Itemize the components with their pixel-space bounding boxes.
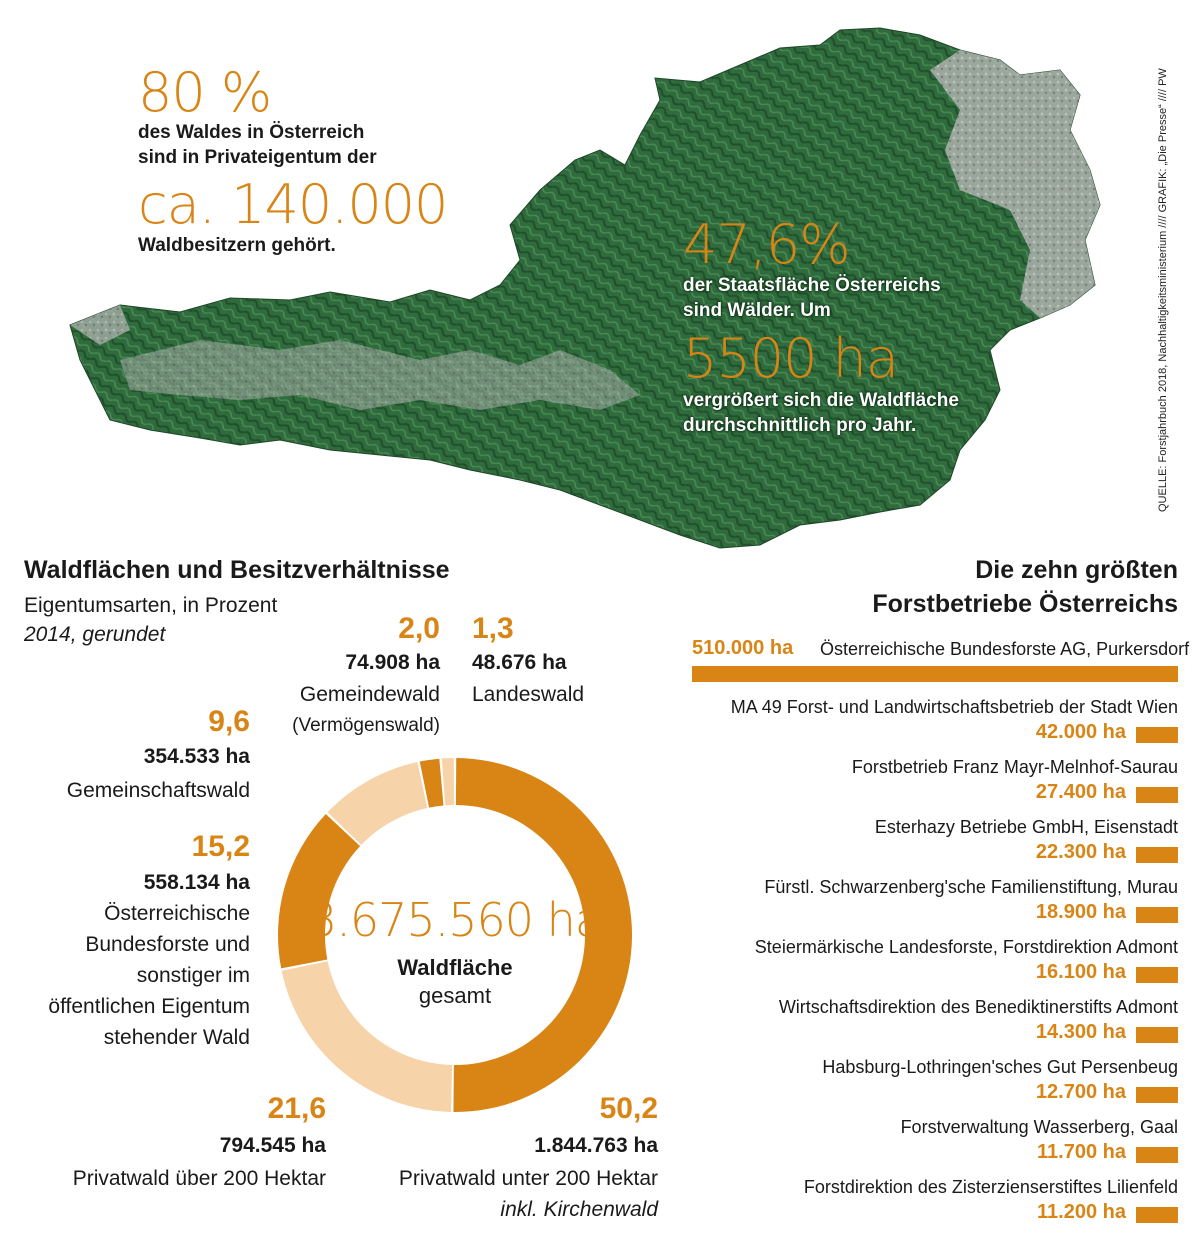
slice-label-bundesforste-3: sonstiger im — [136, 964, 250, 987]
total-area-value: 3.675.560 ha — [307, 893, 603, 947]
slice-label-bundesforste-5: stehender Wald — [103, 1026, 250, 1049]
intro-line-2: sind in Privateigentum der — [138, 147, 377, 168]
slice-pct-landeswald: 1,3 — [472, 612, 514, 645]
private-share-value: 80 % — [138, 61, 272, 124]
firm-name-6: Steiermärkische Landesforste, Forstdirektion Admont — [754, 937, 1178, 957]
firm-bar-1 — [692, 666, 1178, 682]
ownership-note: 2014, gerundet — [24, 623, 166, 646]
slice-ha-landeswald: 48.676 ha — [472, 651, 567, 674]
growth-value: 5500 ha — [683, 327, 898, 390]
firm-area-8: 12.700 ha — [1035, 1081, 1126, 1103]
slice-label-landeswald: Landeswald — [472, 683, 585, 706]
map-line-3: vergrößert sich die Waldfläche — [683, 390, 959, 411]
ownership-subtitle: Eigentumsarten, in Prozent — [24, 594, 278, 617]
firm-name-1: Österreichische Bundesforste AG, Purkersdorf — [820, 639, 1190, 659]
firm-name-3: Forstbetrieb Franz Mayr-Melnhof-Saurau — [851, 757, 1178, 777]
firm-bar-7 — [1136, 1027, 1178, 1043]
top-ten-title-2: Forstbetriebe Österreichs — [872, 590, 1178, 618]
slice-ha-privat-klein: 1.844.763 ha — [534, 1134, 658, 1157]
firm-area-2: 42.000 ha — [1035, 721, 1126, 743]
forest-share-value: 47,6% — [683, 213, 850, 276]
firm-name-9: Forstverwaltung Wasserberg, Gaal — [900, 1117, 1178, 1137]
firm-bar-9 — [1136, 1147, 1178, 1163]
firm-bar-2 — [1136, 727, 1178, 743]
firm-area-1: 510.000 ha — [692, 637, 794, 659]
slice-ha-privat-gross: 794.545 ha — [219, 1134, 326, 1157]
slice-ha-bundesforste: 558.134 ha — [143, 871, 250, 894]
firm-name-5: Fürstl. Schwarzenberg'sche Familienstiftung, Murau — [764, 877, 1178, 897]
slice-label-bundesforste-2: Bundesforste und — [85, 933, 250, 956]
firm-area-7: 14.300 ha — [1035, 1021, 1126, 1043]
owner-count-value: ca. 140.000 — [138, 173, 448, 236]
slice-label2-gemeindewald: (Vermögenswald) — [292, 715, 440, 736]
firm-area-10: 11.200 ha — [1037, 1201, 1126, 1223]
map-line-2: sind Wälder. Um — [683, 300, 831, 321]
top-ten-title-1: Die zehn größten — [975, 556, 1178, 584]
slice-label-gemeinschaftswald: Gemeinschaftswald — [66, 779, 250, 802]
firm-bar-3 — [1136, 787, 1178, 803]
total-area-label: Waldfläche — [397, 955, 513, 980]
slice-pct-gemeindewald: 2,0 — [398, 612, 440, 645]
source-credit: QUELLE: Forstjahrbuch 2018, Nachhaltigkeitsministerium //// GRAFIK: „Die Presse“ //// PW — [1157, 68, 1169, 512]
firm-bar-4 — [1136, 847, 1178, 863]
donut-slice-landeswald — [442, 758, 454, 805]
slice-note-privat-klein: inkl. Kirchenwald — [500, 1198, 658, 1221]
intro-line-1: des Waldes in Österreich — [138, 122, 365, 143]
map-line-4: durchschnittlich pro Jahr. — [683, 415, 917, 436]
slice-pct-gemeinschaftswald: 9,6 — [208, 705, 250, 738]
slice-label-gemeindewald: Gemeindewald — [299, 683, 440, 706]
slice-pct-bundesforste: 15,2 — [191, 830, 250, 863]
firm-name-4: Esterhazy Betriebe GmbH, Eisenstadt — [874, 817, 1178, 837]
firm-name-2: MA 49 Forst- und Landwirtschaftsbetrieb der Stadt Wien — [730, 697, 1178, 717]
slice-pct-privat-gross: 21,6 — [267, 1092, 326, 1125]
slice-label-privat-klein: Privatwald unter 200 Hektar — [398, 1167, 658, 1190]
slice-label-bundesforste-1: Österreichische — [104, 902, 250, 925]
firm-name-10: Forstdirektion des Zisterzienserstiftes Lilienfeld — [803, 1177, 1178, 1197]
ownership-title: Waldflächen und Besitzverhältnisse — [24, 556, 450, 584]
total-area-label-2: gesamt — [418, 983, 492, 1008]
firm-area-6: 16.100 ha — [1035, 961, 1126, 983]
slice-label-privat-gross: Privatwald über 200 Hektar — [72, 1167, 326, 1190]
slice-ha-gemeindewald: 74.908 ha — [345, 651, 440, 674]
slice-label-bundesforste-4: öffentlichen Eigentum — [48, 995, 250, 1018]
firm-bar-5 — [1136, 907, 1178, 923]
firm-area-9: 11.700 ha — [1037, 1141, 1126, 1163]
firm-bar-10 — [1136, 1207, 1178, 1223]
firm-area-3: 27.400 ha — [1035, 781, 1126, 803]
firm-bar-8 — [1136, 1087, 1178, 1103]
slice-pct-privat-klein: 50,2 — [599, 1092, 658, 1125]
firm-name-7: Wirtschaftsdirektion des Benediktinerstifts Admont — [778, 997, 1178, 1017]
map-line-1: der Staatsfläche Österreichs — [683, 275, 941, 296]
intro-line-3: Waldbesitzern gehört. — [138, 235, 336, 256]
firm-area-5: 18.900 ha — [1035, 901, 1126, 923]
firm-name-8: Habsburg-Lothringen'sches Gut Persenbeug — [822, 1057, 1178, 1077]
firm-bar-6 — [1136, 967, 1178, 983]
slice-ha-gemeinschaftswald: 354.533 ha — [143, 745, 250, 768]
firm-area-4: 22.300 ha — [1035, 841, 1126, 863]
